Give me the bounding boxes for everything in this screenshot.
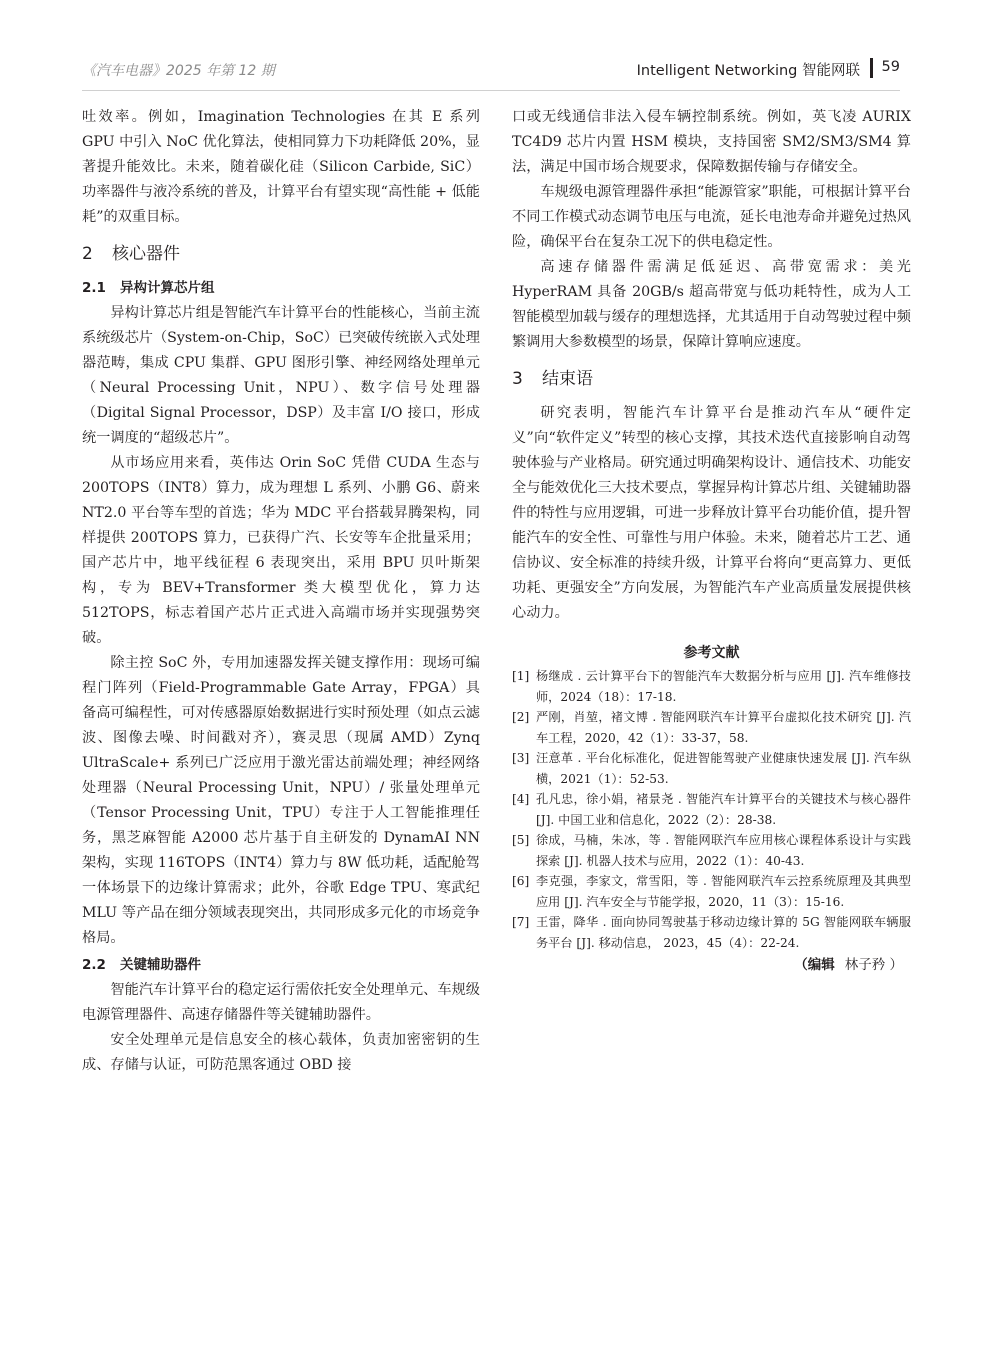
subsection-2-1-number: 2.1 <box>82 280 106 296</box>
journal-title: 《汽车电器》2025 年第 12 期 <box>82 63 275 79</box>
subsection-2-1-heading <box>82 276 480 301</box>
paragraph-power-management: 车规级电源管理器件承担“能源管家”职能，可根据计算平台不同工作模式动态调节电压与电流，延长电池寿命并避免过热风险，确保平台在复杂工况下的供电稳定性。 <box>512 184 911 250</box>
paragraph-2-2-b: 安全处理单元是信息安全的核心载体，负责加密密钥的生成、存储与认证，可防范黑客通过 OBD 接 <box>82 1032 480 1073</box>
reference-item <box>512 666 911 707</box>
reference-item <box>512 789 911 830</box>
intro-paragraph: 吐效率。例如，Imagination Technologies 在其 E 系列 GPU 中引入 NoC 优化算法，使相同算力下功耗降低 20%，显著提升能效比。未来，随着碳化硅（Silicon Carbide, SiC）功率器件与液冷系统的普及，计算平台有望实现“高性能 + 低能耗”的双重目标。 <box>82 109 480 225</box>
reference-item <box>512 707 911 748</box>
paragraph-2-2-a: 智能汽车计算平台的稳定运行需依托安全处理单元、车规级电源管理器件、高速存储器件等关键辅助器件。 <box>82 982 480 1023</box>
reference-number: [4] <box>512 792 530 806</box>
reference-text: 汪意革 . 平台化标准化，促进智能驾驶产业健康快速发展 [J]. 汽车纵横，2021（1）：52-53. <box>536 751 911 786</box>
reference-text: 杨继成 . 云计算平台下的智能汽车大数据分析与应用 [J]. 汽车维修技师，2024（18）：17-18. <box>536 669 911 704</box>
reference-item <box>512 830 911 871</box>
header-rule <box>82 90 900 91</box>
paragraph-storage: 高速存储器件需满足低延迟、高带宽需求：美光 HyperRAM 具备 20GB/s 超高带宽与低功耗特性，成为人工智能模型加载与缓存的理想选择，尤其适用于自动驾驶过程中频繁调用大参数模型的场景，保障计算响应速度。 <box>512 259 911 350</box>
header-divider-bar <box>870 58 873 78</box>
section-label: Intelligent Networking 智能网联 <box>636 63 860 79</box>
editor-name: 林子矜 ） <box>844 957 903 973</box>
reference-number: [3] <box>512 751 530 765</box>
references-list <box>512 666 911 953</box>
paragraph-2-1-a: 异构计算芯片组是智能汽车计算平台的性能核心，当前主流系统级芯片（System-on-Chip，SoC）已突破传统嵌入式处理器范畴，集成 CPU 集群、GPU 图形引擎、神经网络处理单元（Neural Processing Unit，NPU）、数字信号处理器（Digital Signal Processor，DSP）及丰富 I/O 接口，形成统一调度的“超级芯片”。 <box>82 305 480 446</box>
reference-text: 李克强，李家文，常雪阳，等 . 智能网联汽车云控系统原理及其典型应用 [J]. 汽车安全与节能学报，2020，11（3）：15-16. <box>536 874 911 909</box>
editor-label: （编辑 <box>794 957 835 973</box>
paragraph-conclusion: 研究表明，智能汽车计算平台是推动汽车从“硬件定义”向“软件定义”转型的核心支撑，其技术迭代直接影响自动驾驶体验与产业格局。研究通过明确架构设计、通信技术、功能安全与能效优化三大技术要点，掌握异构计算芯片组、关键辅助器件的特性与应用逻辑，可进一步释放计算平台功能价值，提升智能汽车的安全性、可靠性与用户体验。未来，随着芯片工艺、通信协议、安全标准的持续升级，计算平台将向“更高算力、更低功耗、更强安全”方向发展，为智能汽车产业高质量发展提供核心动力。 <box>512 405 911 621</box>
right-column <box>512 105 911 977</box>
paragraph-security-continued: 口或无线通信非法入侵车辆控制系统。例如，英飞凌 AURIX TC4D9 芯片内置 HSM 模块，支持国密 SM2/SM3/SM4 算法，满足中国市场合规要求，保障数据传输与存储安全。 <box>512 109 911 175</box>
reference-number: [7] <box>512 915 530 929</box>
reference-text: 王雷，降华 . 面向协同驾驶基于移动边缘计算的 5G 智能网联车辆服务平台 [J]. 移动信息， 2023，45（4）：22-24. <box>536 915 911 950</box>
reference-text: 严刚，肖堃，褚文博 . 智能网联汽车计算平台虚拟化技术研究 [J]. 汽车工程，2020，42（1）：33-37，58. <box>536 710 911 745</box>
reference-number: [1] <box>512 669 530 683</box>
page-number: 59 <box>881 59 900 75</box>
paragraph-2-1-b: 从市场应用来看，英伟达 Orin SoC 凭借 CUDA 生态与 200TOPS（INT8）算力，成为理想 L 系列、小鹏 G6、蔚来 NT2.0 平台等车型的首选；华为 MDC 平台搭载昇腾架构，同样提供 200TOPS 算力，已获得广汽、长安等车企批量采用；国产芯片中，地平线征程 6 表现突出，采用 BPU 贝叶斯架构，专为 BEV+Transformer 类大模型优化，算力达 512TOPS，标志着国产芯片正式进入高端市场并实现强势突破。 <box>82 455 480 646</box>
references-title: 参考文献 <box>683 645 740 661</box>
reference-text: 徐成，马楠，朱冰，等 . 智能网联汽车应用核心课程体系设计与实践探索 [J]. 机器人技术与应用，2022（1）：40-43. <box>536 833 911 868</box>
reference-text: 孔凡忠，徐小娟，褚景尧 . 智能汽车计算平台的关键技术与核心器件 [J]. 中国工业和信息化，2022（2）：28-38. <box>536 792 911 827</box>
section-3-number: 3 <box>512 369 523 389</box>
reference-item <box>512 912 911 953</box>
paragraph-2-1-c: 除主控 SoC 外，专用加速器发挥关键支撑作用：现场可编程门阵列（Field-Programmable Gate Array，FPGA）具备高可编程性，可对传感器原始数据进行实时预处理（如点云滤波、图像去噪、时间戳对齐），赛灵思（现属 AMD）Zynq UltraScale+ 系列已广泛应用于激光雷达前端处理；神经网络处理器（Neural Processing Unit，NPU）/ 张量处理单元（Tensor Processing Unit，TPU）专注于人工智能推理任务，黑芝麻智能 A2000 芯片基于自主研发的 DynamAI NN 架构，实现 116TOPS（INT4）算力与 8W 低功耗，适配舱驾一体场景下的边缘计算需求；此外，谷歌 Edge TPU、寒武纪 MLU 等产品在细分领域表现突出，共同形成多元化的市场竞争格局。 <box>82 655 480 946</box>
reference-number: [5] <box>512 833 530 847</box>
section-3-title: 结束语 <box>542 369 593 389</box>
section-2-number: 2 <box>82 244 93 264</box>
reference-number: [2] <box>512 710 530 724</box>
left-column <box>82 105 480 1078</box>
reference-item <box>512 871 911 912</box>
subsection-2-1-title: 异构计算芯片组 <box>120 280 215 296</box>
editor-credit <box>512 953 911 977</box>
subsection-2-2-title: 关键辅助器件 <box>120 957 201 973</box>
page-header <box>82 58 900 82</box>
section-2-title: 核心器件 <box>112 244 180 264</box>
subsection-2-2-number: 2.2 <box>82 957 106 973</box>
subsection-2-2-heading <box>82 953 480 978</box>
reference-number: [6] <box>512 874 530 888</box>
reference-item <box>512 748 911 789</box>
section-2-heading <box>82 240 480 268</box>
section-3-heading <box>512 365 911 393</box>
